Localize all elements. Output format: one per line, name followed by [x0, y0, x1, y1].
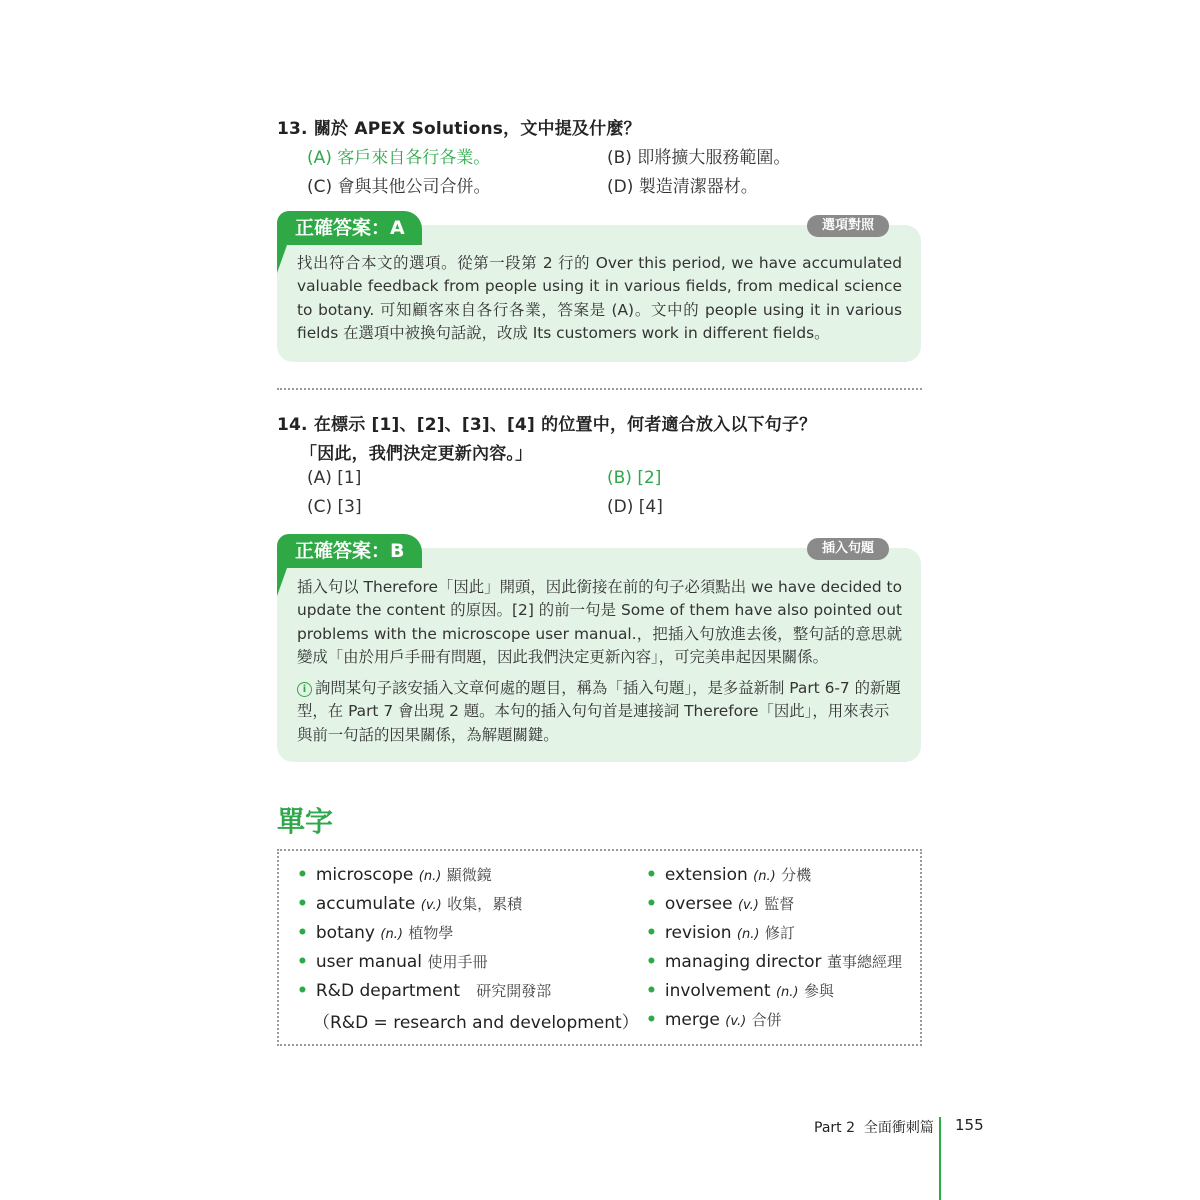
q14-note-text: 詢問某句子該安插入文章何處的題目，稱為「插入句題」，是多益新制 Part 6-7 的新題型，在 Part 7 會出現 2 題。本句的插入句句首是連接詞 Therefore「因此」，用來表示與前一句話的因果關係，為解題關鍵。 [297, 679, 901, 744]
page-number: 155 [955, 1116, 984, 1134]
q14-answer-tab: 正確答案：B [277, 534, 422, 568]
q13-option-a: (A) 客戶來自各行各業。 [307, 148, 491, 168]
q14-option-a: (A) [1] [307, 468, 362, 488]
bullet-icon: • [297, 981, 308, 1001]
vocab-item: • oversee (v.) 監督 [646, 894, 795, 914]
q13-option-b: (B) 即將擴大服務範圍。 [607, 148, 791, 168]
q14-option-d: (D) [4] [607, 497, 663, 517]
q14-option-b: (B) [2] [607, 468, 662, 488]
vocab-item: • user manual 使用手冊 [297, 952, 488, 972]
section-divider [277, 388, 922, 390]
bullet-icon: • [297, 952, 308, 972]
bullet-icon: • [646, 981, 657, 1001]
bullet-icon: • [646, 952, 657, 972]
q13-option-d: (D) 製造清潔器材。 [607, 177, 758, 197]
vocab-item: • extension (n.) 分機 [646, 865, 812, 885]
vocab-item: • microscope (n.) 顯微鏡 [297, 865, 492, 885]
vocab-item: • managing director 董事總經理 [646, 952, 902, 972]
bullet-icon: • [646, 865, 657, 885]
q13-title: 13. 關於 APEX Solutions，文中提及什麼？ [277, 119, 641, 139]
q14-explanation: 插入句以 Therefore「因此」開頭，因此銜接在前的句子必須點出 we have decided to update the content 的原因。[2] 的前一句是 Some of them have also pointed out problems with the microscope user manual.，把插入句放進去後，整句話的意思就變成「由於用戶手冊有問題，因此我們決定更新內容」，可完美串起因果關係。 [297, 578, 902, 666]
q14-quote: 「因此，我們決定更新內容。」 [300, 444, 533, 464]
vocab-item: • involvement (n.) 參與 [646, 981, 834, 1001]
bullet-icon: • [297, 923, 308, 943]
q14-tag: 插入句題 [807, 538, 889, 560]
q14-title: 14. 在標示 [1]、[2]、[3]、[4] 的位置中，何者適合放入以下句子？ [277, 415, 817, 435]
footer-part-label: Part 2 全面衝刺篇 [814, 1120, 934, 1136]
footer-rule [939, 1117, 941, 1200]
q13-explanation: 找出符合本文的選項。從第一段第 2 行的 Over this period, we have accumulated valuable feedback from people using it in various fields, from medical science to botany. 可知顧客來自各行各業，答案是 (A)。文中的 people using it in various fields 在選項中被換句話說，改成 Its customers work in different fields。 [297, 254, 902, 342]
q14-option-c: (C) [3] [307, 497, 362, 517]
bullet-icon: • [297, 894, 308, 914]
bullet-icon: • [297, 865, 308, 885]
q13-answer-tab: 正確答案：A [277, 211, 422, 245]
info-icon: i [297, 682, 312, 697]
vocab-note: （R&D = research and development） [313, 1013, 639, 1033]
q13-tag: 選項對照 [807, 215, 889, 237]
vocab-item: • botany (n.) 植物學 [297, 923, 454, 943]
vocab-title: 單字 [277, 805, 334, 838]
vocab-item: • R&D department 研究開發部 [297, 981, 552, 1001]
vocab-item: • accumulate (v.) 收集，累積 [297, 894, 523, 914]
vocab-item: • merge (v.) 合併 [646, 1010, 782, 1030]
bullet-icon: • [646, 923, 657, 943]
bullet-icon: • [646, 894, 657, 914]
bullet-icon: • [646, 1010, 657, 1030]
q14-note [297, 677, 902, 747]
q13-option-c: (C) 會與其他公司合併。 [307, 177, 491, 197]
vocab-item: • revision (n.) 修訂 [646, 923, 795, 943]
